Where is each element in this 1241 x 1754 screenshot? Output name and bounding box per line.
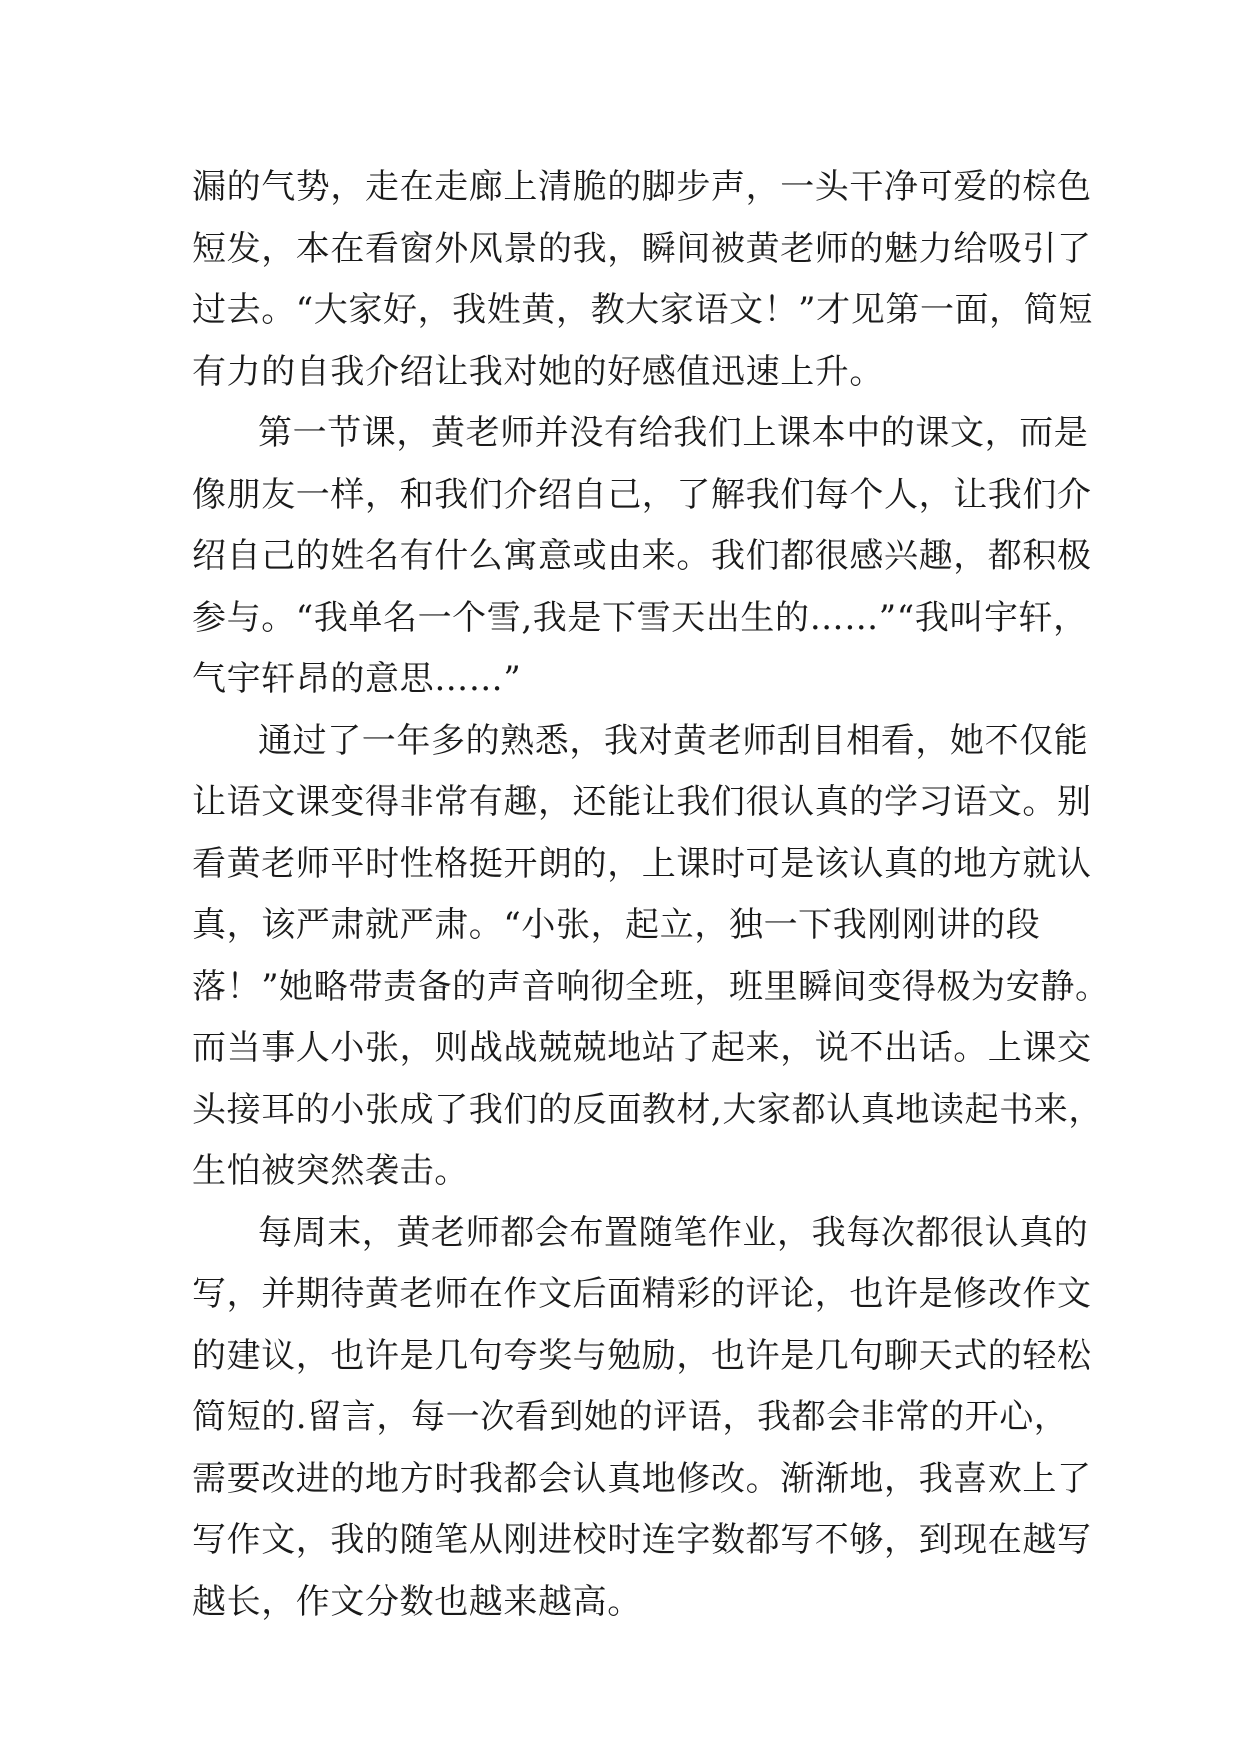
text-line: 气宇轩昂的意思……”	[192, 659, 522, 699]
text-line: 而当事人小张，则战战兢兢地站了起来，说不出话。上课交	[192, 1028, 1092, 1068]
text-line: 漏的气势，走在走廊上清脆的脚步声，一头干净可爱的棕色	[192, 167, 1092, 207]
text-line: 有力的自我介绍让我对她的好感值迅速上升。	[192, 351, 884, 392]
text-line: 写，并期待黄老师在作文后面精彩的评论，也许是修改作文	[192, 1274, 1092, 1314]
paragraph	[192, 1203, 1092, 1634]
paragraph	[192, 157, 1093, 403]
text-line: 参与。“我单名一个雪,我是下雪天出生的……”“我叫宇轩，	[192, 597, 1088, 638]
text-line: 的建议，也许是几句夸奖与勉励，也许是几句聊天式的轻松	[192, 1335, 1092, 1376]
text-line: 需要改进的地方时我都会认真地修改。渐渐地，我喜欢上了	[192, 1458, 1092, 1499]
text-line: 落！”她略带责备的声音响彻全班，班里瞬间变得极为安静。	[192, 966, 1110, 1007]
text-line: 短发，本在看窗外风景的我，瞬间被黄老师的魅力给吸引了	[192, 228, 1092, 269]
text-line: 头接耳的小张成了我们的反面教材,大家都认真地读起书来，	[192, 1089, 1104, 1130]
text-line: 绍自己的姓名有什么寓意或由来。我们都很感兴趣，都积极	[192, 536, 1092, 576]
text-line: 每周末，黄老师都会布置随笔作业，我每次都很认真的	[258, 1212, 1089, 1253]
text-line: 过去。“大家好，我姓黄，教大家语文！”才见第一面，简短	[192, 290, 1093, 330]
paragraph	[192, 711, 1110, 1203]
text-line: 生怕被突然袭击。	[192, 1151, 469, 1191]
text-line: 第一节课，黄老师并没有给我们上课本中的课文，而是	[258, 413, 1089, 453]
text-line: 通过了一年多的熟悉，我对黄老师刮目相看，她不仅能	[258, 720, 1089, 761]
text-line: 写作文，我的随笔从刚进校时连字数都写不够，到现在越写	[192, 1520, 1092, 1560]
text-line: 像朋友一样，和我们介绍自己，了解我们每个人，让我们介	[192, 474, 1092, 515]
text-line: 越长，作文分数也越来越高。	[192, 1581, 642, 1622]
text-line: 看黄老师平时性格挺开朗的，上课时可是该认真的地方就认	[192, 843, 1092, 884]
text-line: 简短的.留言，每一次看到她的评语，我都会非常的开心，	[192, 1397, 1069, 1437]
text-line: 让语文课变得非常有趣，还能让我们很认真的学习语文。别	[192, 782, 1092, 822]
document-body	[192, 157, 1110, 1633]
paragraph	[192, 403, 1092, 711]
text-line: 真，该严肃就严肃。“小张，起立，独一下我刚刚讲的段	[192, 905, 1041, 945]
